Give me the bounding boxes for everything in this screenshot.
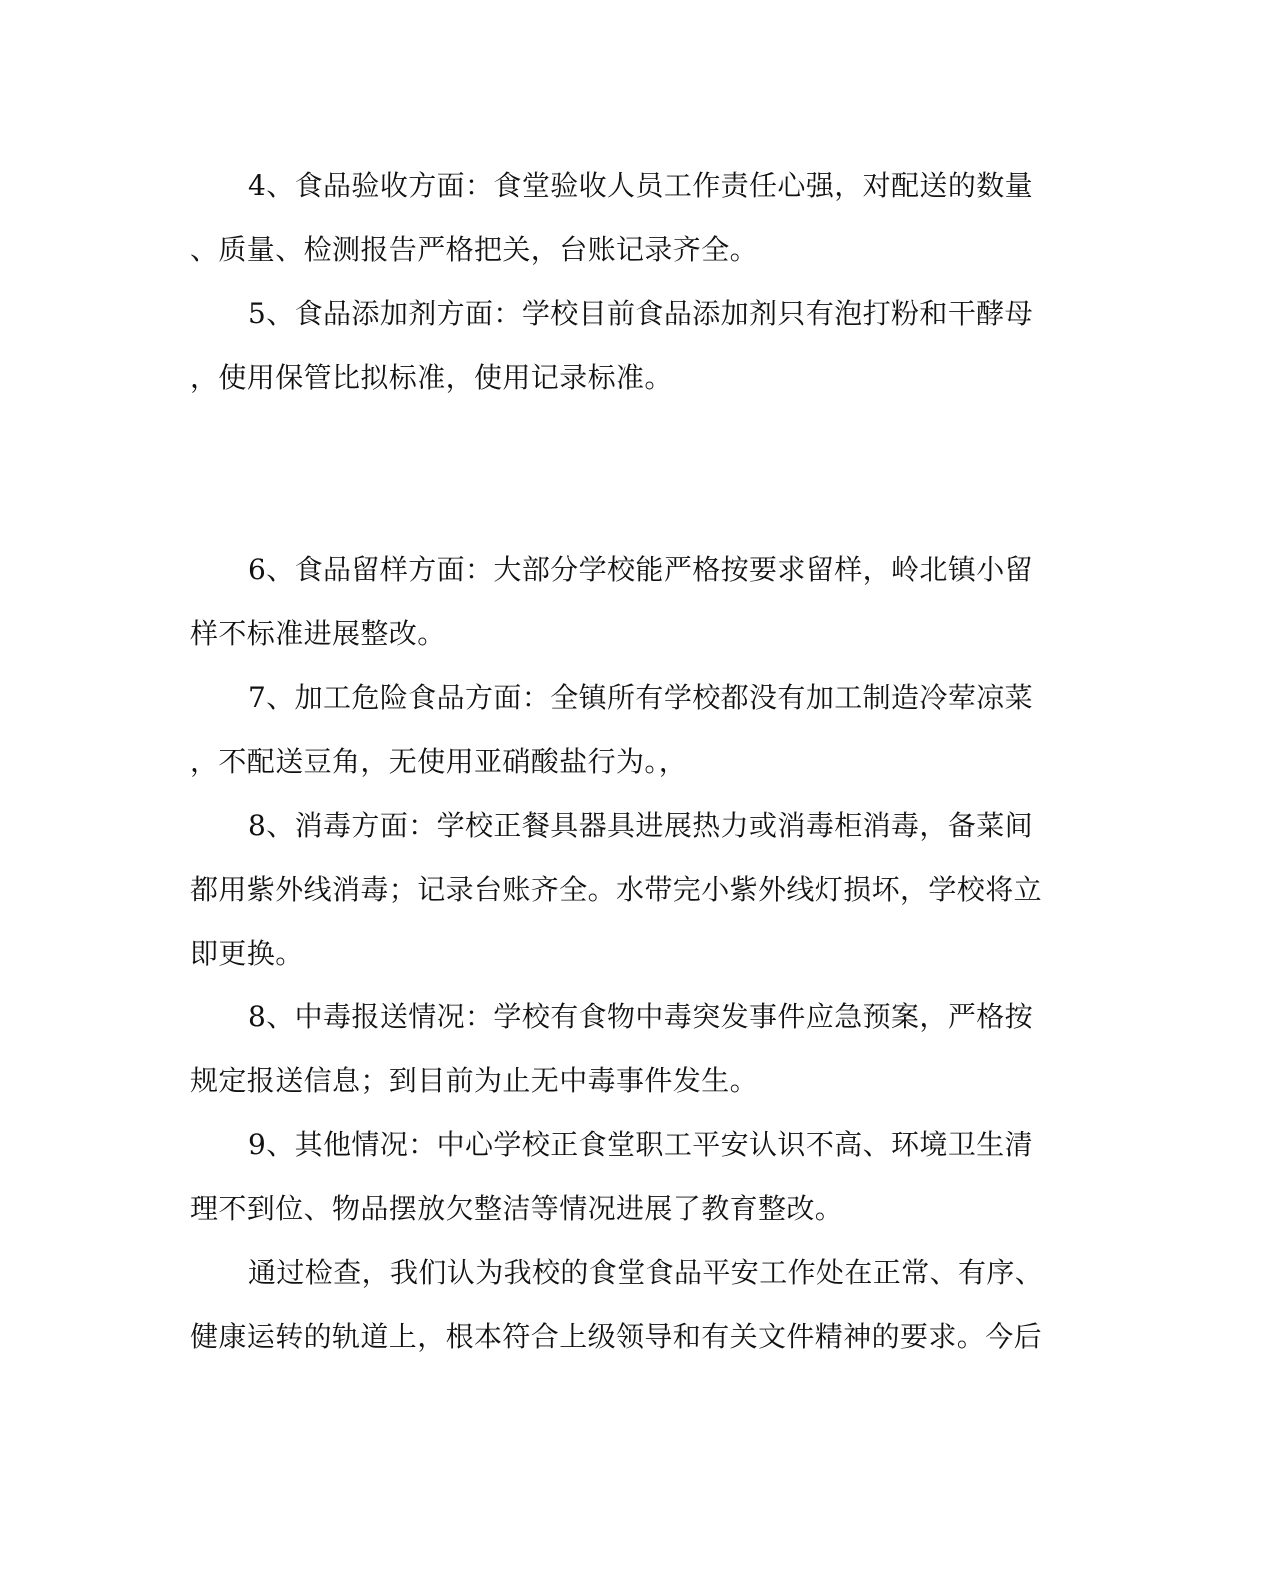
text-line: 健康运转的轨道上，根本符合上级领导和有关文件精神的要求。今后 — [190, 1320, 1043, 1353]
text-line: ，不配送豆角，无使用亚硝酸盐行为。， — [190, 745, 688, 778]
text-line: 理不到位、物品摆放欠整洁等情况进展了教育整改。 — [190, 1192, 844, 1225]
text-line: 8、中毒报送情况：学校有食物中毒突发事件应急预案，严格按 — [248, 1000, 1034, 1033]
text-line: 、质量、检测报告严格把关，台账记录齐全。 — [190, 233, 759, 266]
text-line: 规定报送信息；到目前为止无中毒事件发生。 — [190, 1064, 759, 1097]
text-line: 6、食品留样方面：大部分学校能严格按要求留样，岭北镇小留 — [248, 553, 1034, 586]
text-line: 即更换。 — [190, 937, 304, 970]
text-line: 5、食品添加剂方面：学校目前食品添加剂只有泡打粉和干酵母 — [248, 297, 1034, 330]
text-line: ，使用保管比拟标准，使用记录标准。 — [190, 361, 673, 394]
text-line: 通过检查，我们认为我校的食堂食品平安工作处在正常、有序、 — [248, 1256, 1044, 1289]
text-line: 都用紫外线消毒；记录台账齐全。水带完小紫外线灯损坏，学校将立 — [190, 873, 1043, 906]
text-line: 9、其他情况：中心学校正食堂职工平安认识不高、环境卫生清 — [248, 1128, 1034, 1161]
text-line: 4、食品验收方面：食堂验收人员工作责任心强，对配送的数量 — [248, 169, 1034, 202]
text-line: 8、消毒方面：学校正餐具器具进展热力或消毒柜消毒，备菜间 — [248, 809, 1034, 842]
text-line: 7、加工危险食品方面：全镇所有学校都没有加工制造冷荤凉菜 — [248, 681, 1034, 714]
text-line: 样不标准进展整改。 — [190, 617, 446, 650]
